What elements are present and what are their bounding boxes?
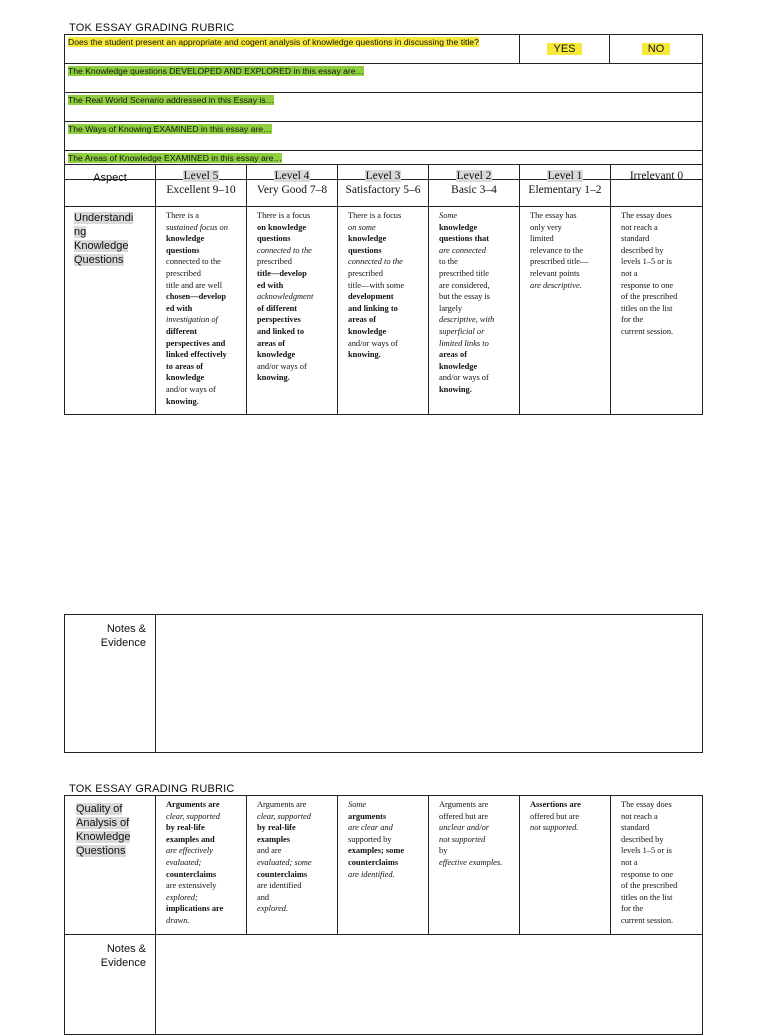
notes-evidence-field-1[interactable]	[156, 615, 703, 753]
descriptor2-l1: Assertions are offered but are not supported.	[520, 796, 611, 935]
aspect-quality-of-analysis: Quality of Analysis of Knowledge Questions	[65, 796, 156, 935]
aspect-understanding-kq: Understandi ng Knowledge Questions	[65, 207, 156, 415]
descriptor2-l5: Arguments are clear, supported by real-life examples and are effectively evaluated; counterclaims are extensively explored; implications are drawn.	[156, 796, 247, 935]
notes-label: Notes & Evidence	[65, 615, 156, 753]
descriptor-l3: There is a focus on some knowledge questions connected to the prescribed title—with some development and linking to areas of knowledge and/or ways of knowing.	[338, 207, 429, 415]
descriptor-l4: There is a focus on knowledge questions connected to the prescribed title—develop ed with acknowledgment of different perspectives and linked to areas of knowledge and/or ways of knowing.	[247, 207, 338, 415]
yes-option[interactable]: YES	[520, 35, 610, 64]
notes-table-1	[64, 614, 703, 753]
prompt-ways-of-knowing[interactable]: The Ways of Knowing EXAMINED in this essay are…	[65, 122, 703, 151]
level-1-header: Level 1 Elementary 1–2	[520, 165, 611, 207]
notes-evidence-field-2[interactable]	[156, 935, 703, 1035]
prompt-areas-of-knowledge[interactable]: The Areas of Knowledge EXAMINED in this essay are…	[65, 151, 703, 180]
page-title-2: TOK ESSAY GRADING RUBRIC	[69, 783, 235, 795]
descriptor-l0: The essay does not reach a standard described by levels 1–5 or is not a response to one of the prescribed titles on the list for the current session.	[611, 207, 703, 415]
level-5-header: Level 5 Excellent 9–10	[156, 165, 247, 207]
descriptor-l2: Some knowledge questions that are connected to the prescribed title are considered, but the essay is largely descriptive, with superficial or limited links to areas of knowledge and/or ways of knowing.	[429, 207, 520, 415]
rubric-table	[64, 164, 703, 415]
prompt-real-world-scenario[interactable]: The Real World Scenario addressed in this Essay is…	[65, 93, 703, 122]
no-option[interactable]: NO	[610, 35, 703, 64]
descriptor2-l3: Some arguments are clear and supported by examples; some counterclaims are identified.	[338, 796, 429, 935]
descriptor2-l4: Arguments are clear, supported by real-life examples and are evaluated; some counterclaims are identified and explored.	[247, 796, 338, 935]
descriptor-l5: There is a sustained focus on knowledge questions connected to the prescribed title and are well chosen—develop ed with investigation of different perspectives and linked effectively to areas of knowledge and/or ways of knowing.	[156, 207, 247, 415]
aspect-header: Aspect	[65, 165, 156, 207]
level-2-header: Level 2 Basic 3–4	[429, 165, 520, 207]
rubric-table-2	[64, 795, 703, 1035]
descriptor-l1: The essay has only very limited relevance to the prescribed title— relevant points are descriptive.	[520, 207, 611, 415]
analysis-question: Does the student present an appropriate and cogent analysis of knowledge questions in discussing the title?	[65, 35, 520, 64]
analysis-question-table	[64, 34, 703, 180]
descriptor2-l2: Arguments are offered but are unclear and/or not supported by effective examples.	[429, 796, 520, 935]
notes-label-2: Notes & Evidence	[65, 935, 156, 1035]
page-title: TOK ESSAY GRADING RUBRIC	[69, 22, 235, 34]
level-4-header: Level 4 Very Good 7–8	[247, 165, 338, 207]
level-0-header: Irrelevant 0	[611, 165, 703, 207]
descriptor2-l0: The essay does not reach a standard described by levels 1–5 or is not a response to one of the prescribed titles on the list for the current session.	[611, 796, 703, 935]
prompt-knowledge-questions[interactable]: The Knowledge questions DEVELOPED AND EXPLORED in this essay are…	[65, 64, 703, 93]
level-3-header: Level 3 Satisfactory 5–6	[338, 165, 429, 207]
